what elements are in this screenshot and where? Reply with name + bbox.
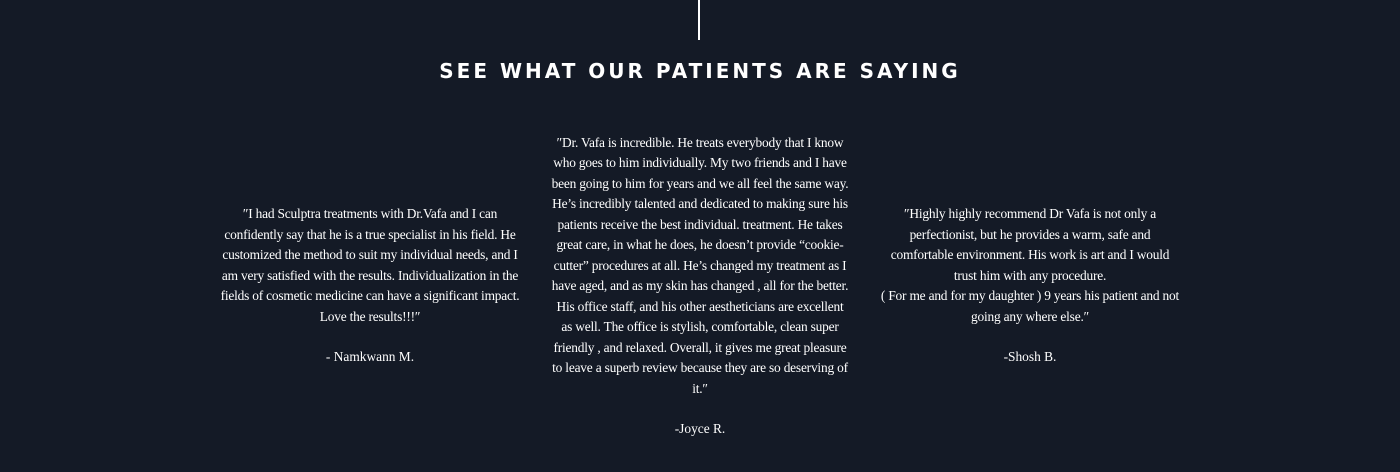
section-title: SEE WHAT OUR PATIENTS ARE SAYING [439,59,961,83]
testimonial-card [550,133,850,440]
testimonials-list [0,136,1400,436]
testimonial-card [880,204,1180,368]
testimonial-author: -Joyce R. [674,421,726,436]
testimonial-author: - Namkwann M. [325,349,415,365]
testimonial-author: -Shosh B. [1003,349,1057,365]
testimonial-quote: ″I had Sculptra treatments with Dr.Vafa and I can confidently say that he is a true specialist in his field. He customized the method to suit my individual needs, and I am very satisfied with the results. Individualization in the fields of cosmetic medicine can have a significant impact. Love the results!!!″ [220,206,520,324]
testimonial-quote: ″Highly highly recommend Dr Vafa is not only a perfectionist, but he provides a warm, safe and comfortable environment. His work is art and I would trust him with any procedure. ( For me and for my daughter ) 9 years his patient and not going any where else.″ [880,206,1180,324]
testimonial-card [220,204,520,368]
divider-line [698,0,700,40]
testimonial-quote: ″Dr. Vafa is incredible. He treats everybody that I know who goes to him individually. My two friends and I have been going to him for years and we all feel the same way. He’s incredibly talented and dedicated to making sure his patients receive the best individual. treatment. He takes great care, in what he does, he doesn’t provide “cookie-cutter” procedures at all. He’s changed my treatment as I have aged, and as my skin has changed , all for the better. His office staff, and his other aestheticians are excellent as well. The office is stylish, comfortable, clean super friendly , and relaxed. Overall, it gives me great pleasure to leave a superb review because they are so deserving of it.″ [551,134,849,396]
